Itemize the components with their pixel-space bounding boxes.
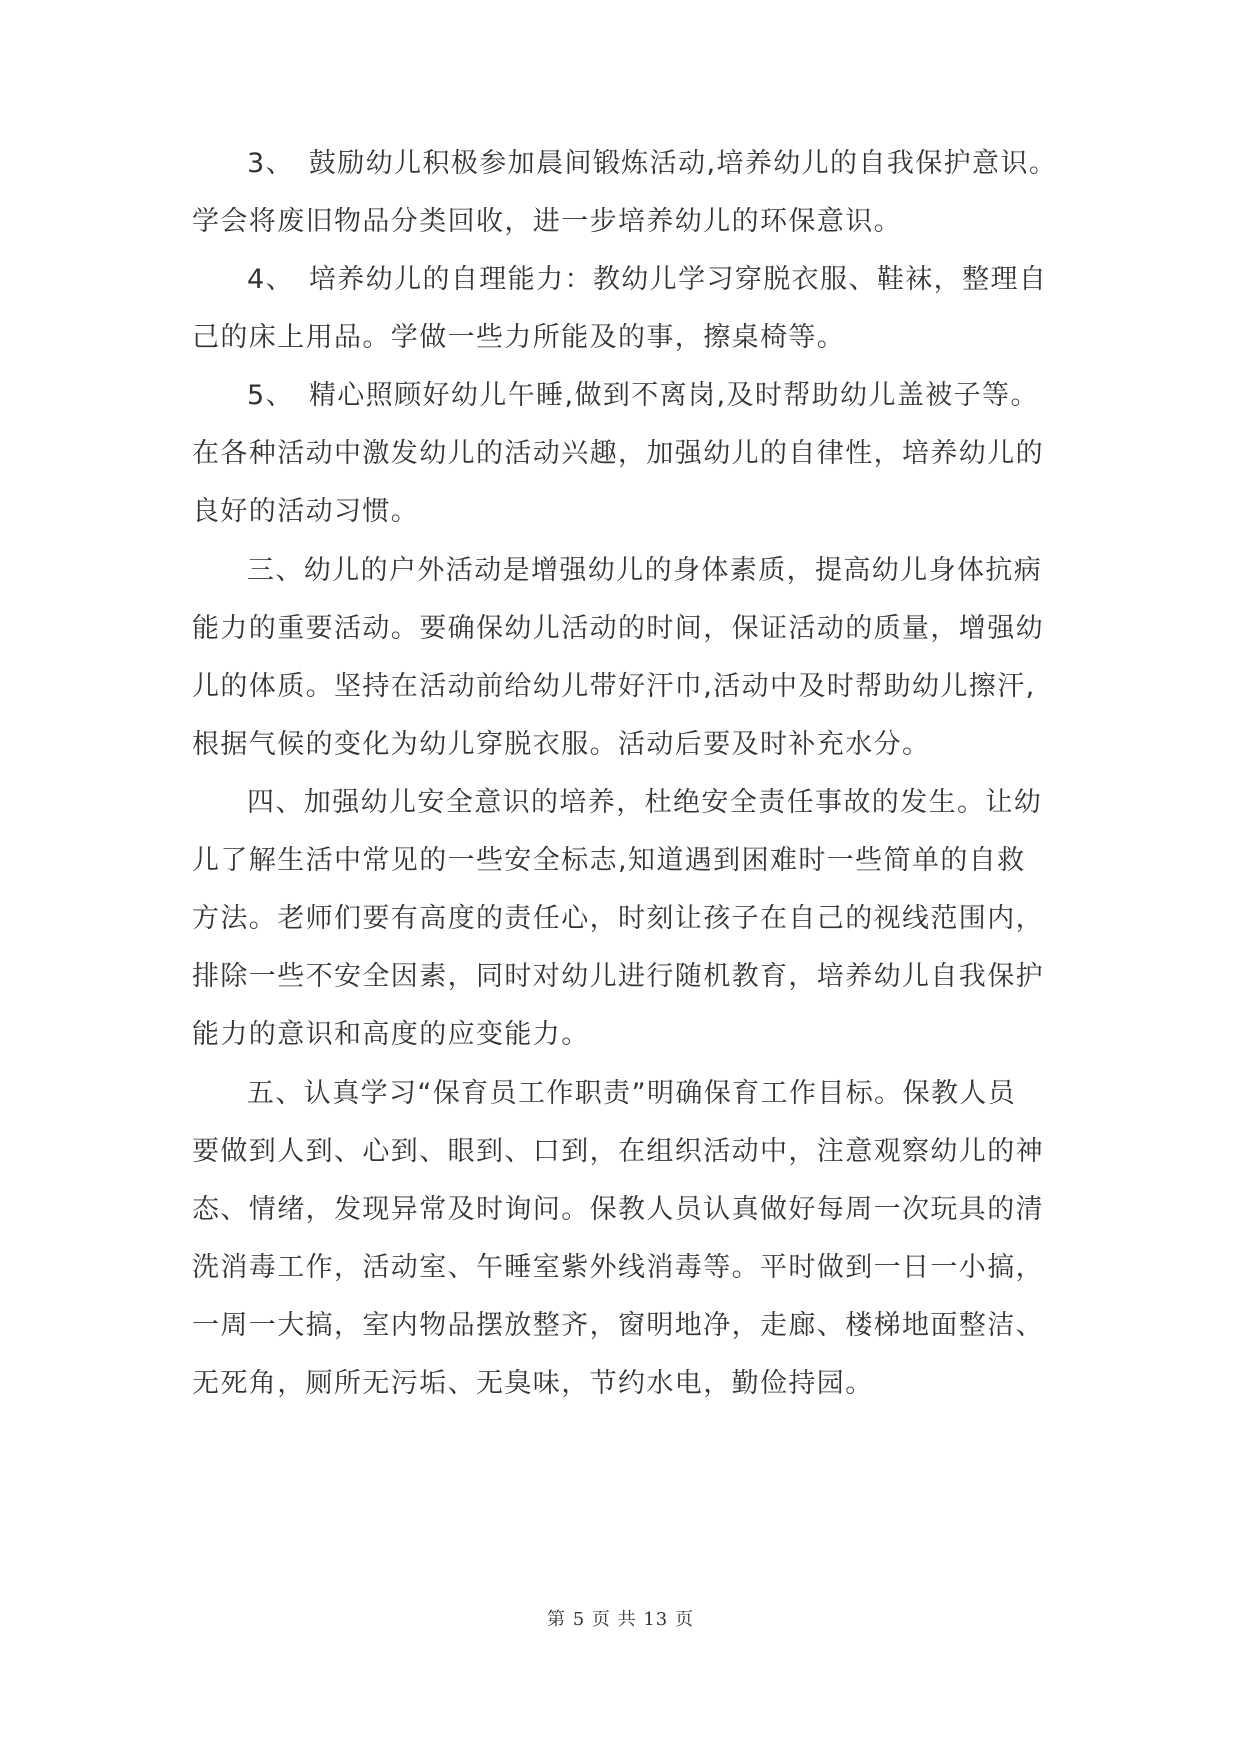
text-line: 良好的活动习惯。 <box>192 496 420 527</box>
text-line: 无死角，厕所无污垢、无臭味，节约水电，勤俭持园。 <box>192 1368 874 1399</box>
text-line: 儿的体质。坚持在活动前给幼儿带好汗巾,活动中及时帮助幼儿擦汗, <box>192 671 1036 702</box>
text-line: 一周一大搞，室内物品摆放整齐，窗明地净，走廊、楼梯地面整洁、 <box>192 1310 1044 1341</box>
text-line: 能力的意识和高度的应变能力。 <box>192 1019 590 1050</box>
text-line: 四、加强幼儿安全意识的培养，杜绝安全责任事故的发生。让幼 <box>247 787 1043 818</box>
text-line: 学会将废旧物品分类回收，进一步培养幼儿的环保意识。 <box>192 206 902 237</box>
text-line: 态、情绪，发现异常及时询问。保教人员认真做好每周一次玩具的清 <box>192 1194 1044 1225</box>
text-line: 能力的重要活动。要确保幼儿活动的时间，保证活动的质量，增强幼 <box>192 613 1044 644</box>
text-line: 洗消毒工作，活动室、午睡室紫外线消毒等。平时做到一日一小搞， <box>192 1252 1044 1283</box>
page-footer: 第 5 页 共 13 页 <box>547 1609 694 1630</box>
text-line: 三、幼儿的户外活动是增强幼儿的身体素质，提高幼儿身体抗病 <box>247 555 1043 586</box>
text-line: 己的床上用品。学做一些力所能及的事，擦桌椅等。 <box>192 322 846 353</box>
text-line: 方法。老师们要有高度的责任心，时刻让孩子在自己的视线范围内， <box>192 903 1044 934</box>
text-line: 要做到人到、心到、眼到、口到，在组织活动中，注意观察幼儿的神 <box>192 1136 1044 1167</box>
text-line: 排除一些不安全因素，同时对幼儿进行随机教育，培养幼儿自我保护 <box>192 961 1044 992</box>
text-line: 五、认真学习“保育员工作职责”明确保育工作目标。保教人员 <box>247 1078 1017 1109</box>
text-line: 在各种活动中激发幼儿的活动兴趣，加强幼儿的自律性，培养幼儿的 <box>192 438 1044 469</box>
text-line: 5、 精心照顾好幼儿午睡,做到不离岗,及时帮助幼儿盖被子等。 <box>247 380 1039 411</box>
text-line: 儿了解生活中常见的一些安全标志,知道遇到困难时一些简单的自救 <box>192 845 1026 876</box>
text-line: 3、 鼓励幼儿积极参加晨间锻炼活动,培养幼儿的自我保护意识。 <box>247 148 1058 179</box>
text-line: 4、 培养幼儿的自理能力：教幼儿学习穿脱衣服、鞋袜，整理自 <box>247 264 1048 295</box>
text-line: 根据气候的变化为幼儿穿脱衣服。活动后要及时补充水分。 <box>192 729 931 760</box>
